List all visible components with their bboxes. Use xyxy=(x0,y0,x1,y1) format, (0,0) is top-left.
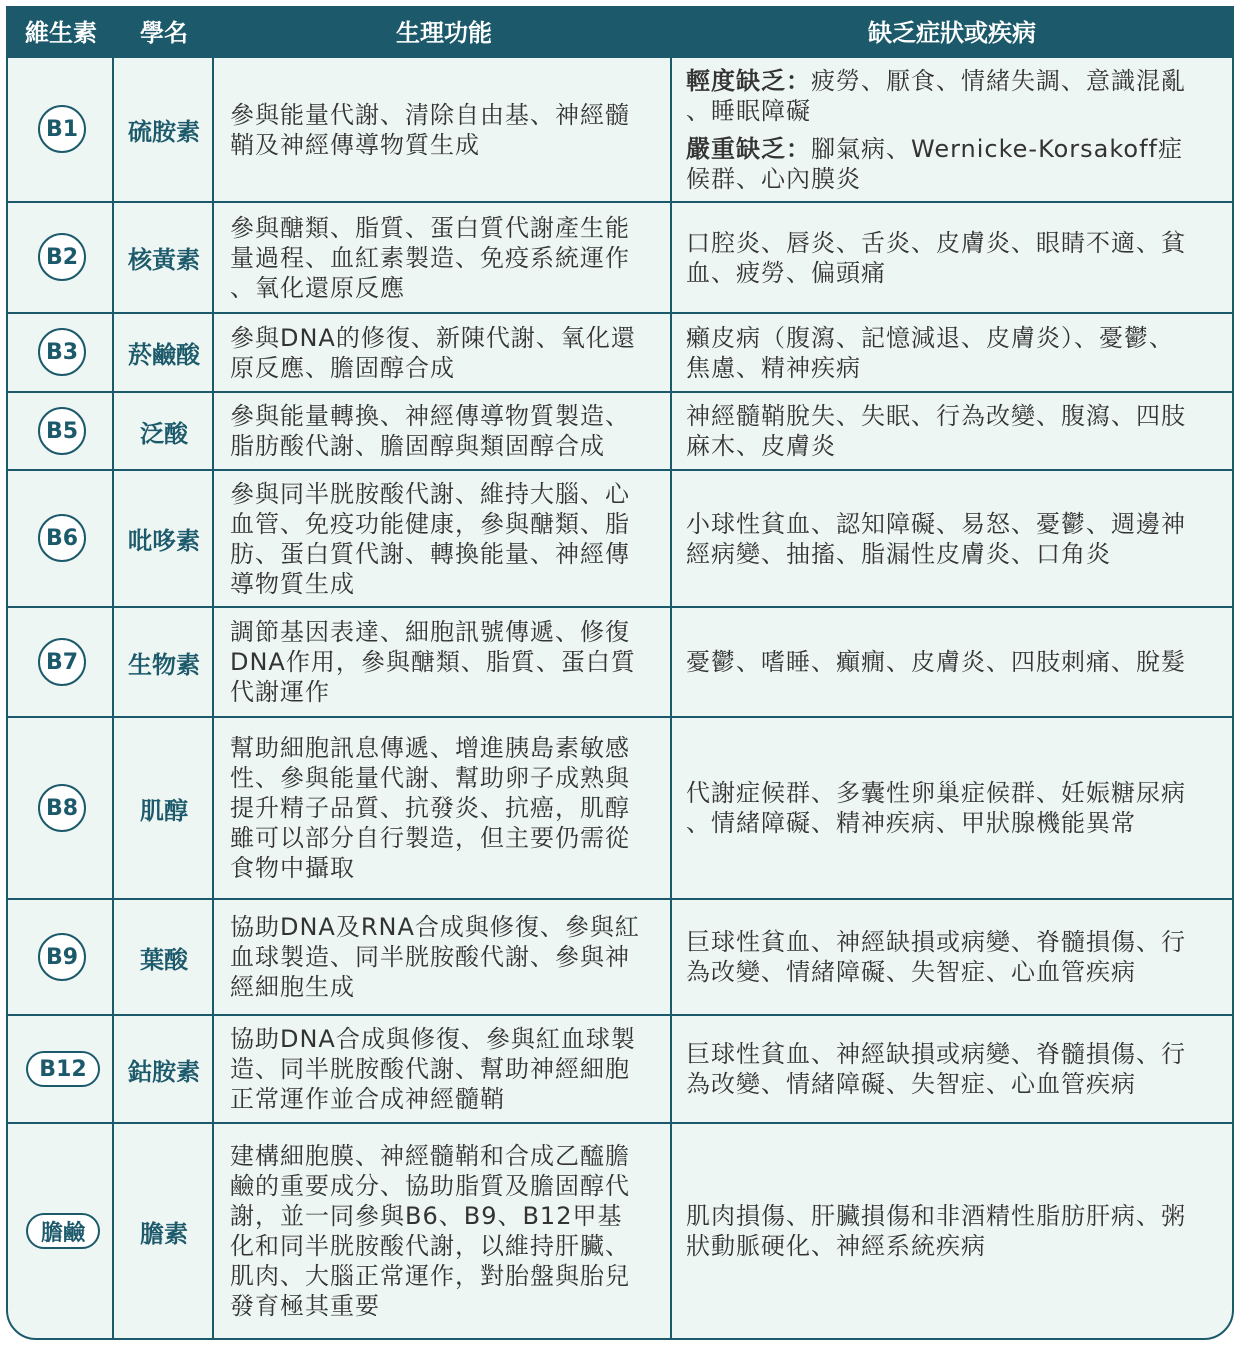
function-cell xyxy=(216,203,670,312)
table-header xyxy=(8,8,1232,58)
deficiency-cell xyxy=(672,1124,1232,1338)
deficiency-cell xyxy=(672,203,1232,312)
function-text: 參與同半胱胺酸代謝、維持大腦、心 血管、免疫功能健康，參與醣類、脂 肪、蛋白質代謝、轉換能量、神經傳 導物質生成 xyxy=(230,479,630,598)
table-row-b12 xyxy=(8,1016,1232,1122)
deficiency-cell xyxy=(672,393,1232,469)
vitamin-badge: B6 xyxy=(38,514,86,562)
vitamin-badge: B8 xyxy=(38,784,86,832)
function-text: 參與醣類、脂質、蛋白質代謝產生能 量過程、血紅素製造、免疫系統運作 、氧化還原反應 xyxy=(230,213,630,302)
function-text: 協助DNA及RNA合成與修復、參與紅 血球製造、同半胱胺酸代謝、參與神 經細胞生成 xyxy=(230,913,640,1001)
deficiency-cell xyxy=(672,1016,1232,1122)
table-row-b9 xyxy=(8,900,1232,1014)
scientific-name: 硫胺素 xyxy=(128,118,200,146)
vitamin-badge: B7 xyxy=(38,638,86,686)
deficiency-cell xyxy=(672,900,1232,1014)
table-row-b3 xyxy=(8,314,1232,391)
table-row-b6 xyxy=(8,471,1232,606)
function-cell xyxy=(216,1016,670,1122)
table-row-b1 xyxy=(8,58,1232,201)
mild-deficiency-text: 疲勞、厭食、情緒失調、意識混亂 、睡眠障礙 xyxy=(686,66,1186,125)
deficiency-text: 癩皮病（腹瀉、記憶減退、皮膚炎）、憂鬱、 焦慮、精神疾病 xyxy=(686,323,1174,382)
function-cell xyxy=(216,471,670,606)
deficiency-text: 肌肉損傷、肝臟損傷和非酒精性脂肪肝病、粥 狀動脈硬化、神經系統疾病 xyxy=(686,1202,1186,1260)
scientific-name: 肌醇 xyxy=(140,796,188,825)
vitamin-b-table xyxy=(6,6,1234,1340)
scientific-name: 吡哆素 xyxy=(128,527,200,555)
mild-deficiency-label: 輕度缺乏： xyxy=(686,66,811,95)
function-cell xyxy=(216,718,670,898)
function-cell xyxy=(216,393,670,469)
vitamin-badge: B12 xyxy=(26,1051,100,1087)
function-cell xyxy=(216,608,670,716)
function-text: 協助DNA合成與修復、參與紅血球製 造、同半胱胺酸代謝、幫助神經細胞 正常運作並合成神經髓鞘 xyxy=(230,1025,636,1113)
function-cell xyxy=(216,1124,670,1338)
deficiency-cell xyxy=(672,471,1232,606)
table-row-b8 xyxy=(8,718,1232,898)
deficiency-text: 代謝症候群、多囊性卵巢症候群、妊娠糖尿病 、情緒障礙、精神疾病、甲狀腺機能異常 xyxy=(686,779,1186,837)
header-deficiency: 缺乏症狀或疾病 xyxy=(868,19,1036,47)
function-text: 參與能量代謝、清除自由基、神經髓 鞘及神經傳導物質生成 xyxy=(230,100,630,159)
scientific-name: 核黃素 xyxy=(128,246,200,274)
deficiency-cell xyxy=(672,608,1232,716)
severe-deficiency-label: 嚴重缺乏： xyxy=(686,134,811,163)
vitamin-badge: B1 xyxy=(38,105,86,153)
vitamin-badge: B5 xyxy=(38,407,86,455)
deficiency-cell xyxy=(672,58,1232,201)
function-text: 參與能量轉換、神經傳導物質製造、 脂肪酸代謝、膽固醇與類固醇合成 xyxy=(230,402,630,460)
function-text: 幫助細胞訊息傳遞、增進胰島素敏感 性、參與能量代謝、幫助卵子成熟與 提升精子品質、抗發炎、抗癌，肌醇 雖可以部分自行製造，但主要仍需從 食物中攝取 xyxy=(230,734,630,882)
deficiency-text: 憂鬱、嗜睡、癲癇、皮膚炎、四肢刺痛、脫髮 xyxy=(686,648,1186,676)
table-row-b7 xyxy=(8,608,1232,716)
vitamin-badge: B2 xyxy=(38,233,86,281)
deficiency-text: 巨球性貧血、神經缺損或病變、脊髓損傷、行 為改變、情緒障礙、失智症、心血管疾病 xyxy=(686,928,1186,986)
function-cell xyxy=(216,900,670,1014)
scientific-name: 生物素 xyxy=(128,650,200,679)
scientific-name: 泛酸 xyxy=(140,419,188,448)
deficiency-text: 巨球性貧血、神經缺損或病變、脊髓損傷、行 為改變、情緒障礙、失智症、心血管疾病 xyxy=(686,1040,1186,1098)
deficiency-text: 神經髓鞘脫失、失眠、行為改變、腹瀉、四肢 麻木、皮膚炎 xyxy=(686,402,1186,460)
header-name: 學名 xyxy=(140,19,188,47)
header-function: 生理功能 xyxy=(396,19,492,47)
function-cell xyxy=(216,58,670,201)
scientific-name: 鈷胺素 xyxy=(128,1057,200,1086)
scientific-name: 膽素 xyxy=(140,1219,188,1248)
function-cell xyxy=(216,314,670,391)
deficiency-cell xyxy=(672,718,1232,898)
header-vitamin: 維生素 xyxy=(25,19,97,47)
table-row-choline xyxy=(8,1124,1232,1338)
function-text: 調節基因表達、細胞訊號傳遞、修復 DNA作用，參與醣類、脂質、蛋白質 代謝運作 xyxy=(230,618,636,706)
vitamin-badge: 膽鹼 xyxy=(26,1213,100,1249)
vitamin-badge: B9 xyxy=(38,933,86,981)
deficiency-text: 小球性貧血、認知障礙、易怒、憂鬱、週邊神 經病變、抽搐、脂漏性皮膚炎、口角炎 xyxy=(686,509,1186,568)
deficiency-text: 口腔炎、唇炎、舌炎、皮膚炎、眼睛不適、貧 血、疲勞、偏頭痛 xyxy=(686,228,1186,287)
table-row-b2 xyxy=(8,203,1232,312)
function-text: 建構細胞膜、神經髓鞘和合成乙醯膽 鹼的重要成分、協助脂質及膽固醇代 謝，並一同參與B6、B9、B12甲基 化和同半胱胺酸代謝，以維持肝臟、 肌肉、大腦正常運作，對胎盤與胎兒 發育極其重要 xyxy=(230,1142,630,1320)
table-row-b5 xyxy=(8,393,1232,469)
scientific-name: 菸鹼酸 xyxy=(128,341,200,369)
severe-deficiency-text: 腳氣病、Wernicke-Korsakoff症 候群、心內膜炎 xyxy=(686,134,1184,193)
vitamin-badge: B3 xyxy=(38,328,86,376)
deficiency-cell xyxy=(672,314,1232,391)
function-text: 參與DNA的修復、新陳代謝、氧化還 原反應、膽固醇合成 xyxy=(230,323,636,382)
scientific-name: 葉酸 xyxy=(140,945,188,974)
